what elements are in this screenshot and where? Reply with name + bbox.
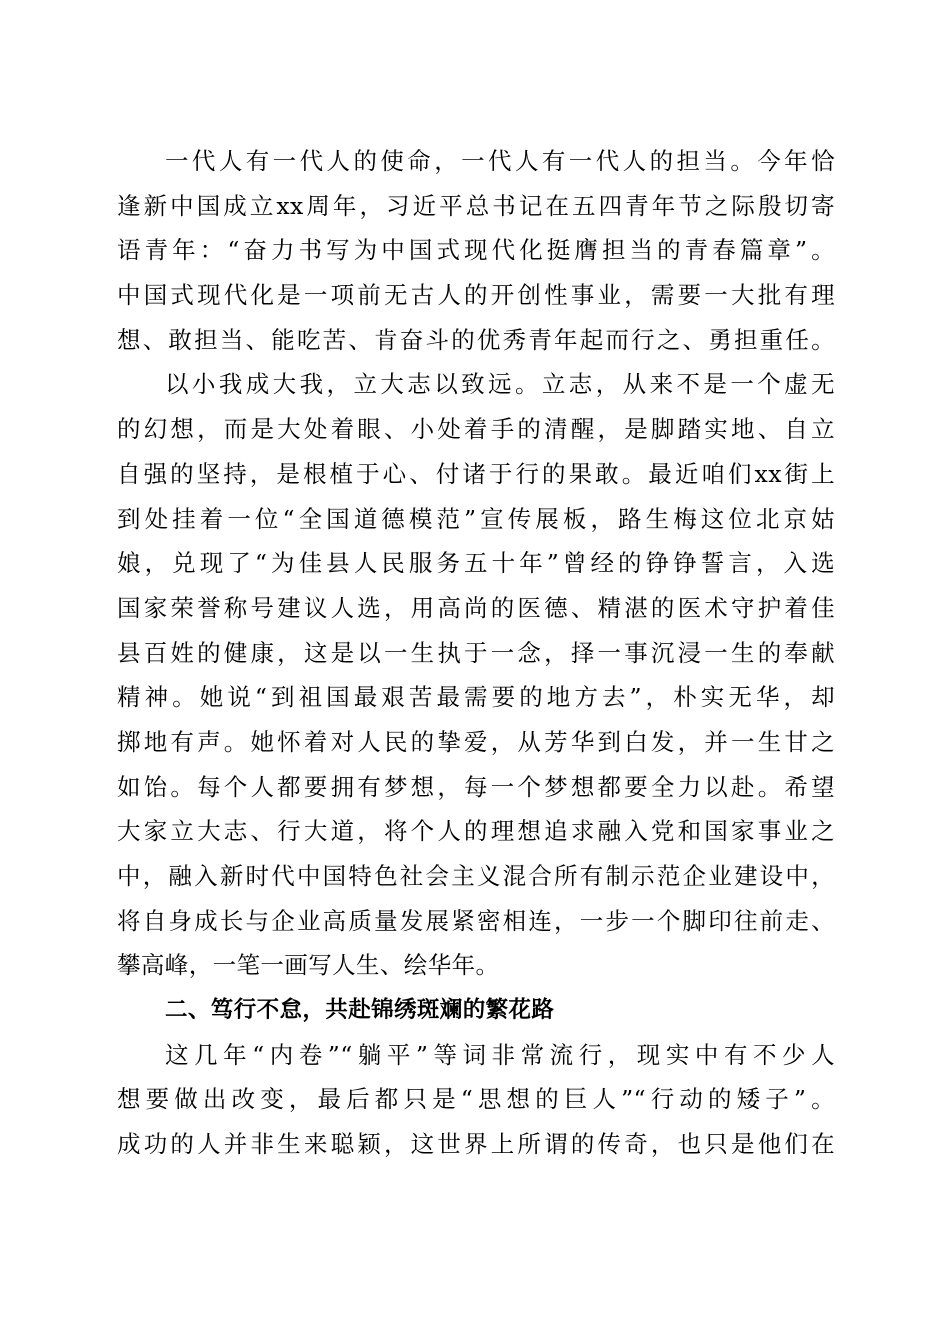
- paragraph-1-line-4: 中国式现代化是一项前无古人的开创性事业，需要一大批有理: [117, 281, 835, 310]
- paragraph-2-line-11: 大家立大志、行大道，将个人的理想追求融入党和国家事业之: [117, 817, 835, 846]
- paragraph-2-line-4: 到处挂着一位“全国道德模范”宣传展板，路生梅这位北京姑: [117, 504, 835, 533]
- paragraph-2-line-7: 县百姓的健康，这是以一生执于一念，择一事沉浸一生的奉献: [117, 638, 835, 667]
- section-heading: 二、笃行不怠，共赴锦绣斑斓的繁花路: [165, 997, 555, 1024]
- paragraph-2-line-9: 掷地有声。她怀着对人民的挚爱，从芳华到白发，并一生甘之: [117, 727, 835, 756]
- paragraph-2-line-8: 精神。她说“到祖国最艰苦最需要的地方去”，朴实无华，却: [117, 683, 835, 712]
- paragraph-1-line-1: 一代人有一代人的使命，一代人有一代人的担当。今年恰: [165, 147, 835, 175]
- paragraph-2-line-1: 以小我成大我，立大志以致远。立志，从来不是一个虚无: [165, 370, 835, 399]
- paragraph-2-line-12: 中，融入新时代中国特色社会主义混合所有制示范企业建设中，: [117, 862, 835, 890]
- paragraph-2-line-13: 将自身成长与企业高质量发展紧密相连，一步一个脚印往前走、: [117, 906, 835, 935]
- paragraph-2-line-3: 自强的坚持，是根植于心、付诸于行的果敢。最近咱们xx街上: [117, 459, 835, 488]
- paragraph-3-line-3: 成功的人并非生来聪颖，这世界上所谓的传奇，也只是他们在: [117, 1130, 835, 1159]
- document-body: [117, 139, 835, 1167]
- paragraph-2-line-6: 国家荣誉称号建议人选，用高尚的医德、精湛的医术守护着佳: [117, 593, 835, 622]
- paragraph-1-line-3: 语青年：“奋力书写为中国式现代化挺膺担当的青春篇章”。: [117, 236, 835, 265]
- paragraph-1-line-2: 逢新中国成立xx周年，习近平总书记在五四青年节之际殷切寄: [117, 191, 835, 220]
- paragraph-3-line-1: 这几年“内卷”“躺平”等词非常流行，现实中有不少人: [165, 1040, 835, 1069]
- paragraph-2-line-5: 娘，兑现了“为佳县人民服务五十年”曾经的铮铮誓言，入选: [117, 549, 835, 578]
- paragraph-2-line-2: 的幻想，而是大处着眼、小处着手的清醒，是脚踏实地、自立: [117, 415, 835, 444]
- paragraph-2-line-10: 如饴。每个人都要拥有梦想，每一个梦想都要全力以赴。希望: [117, 772, 835, 801]
- paragraph-2-line-14: 攀高峰，一笔一画写人生、绘华年。: [117, 951, 500, 980]
- paragraph-3-line-2: 想要做出改变，最后都只是“思想的巨人”“行动的矮子”。: [117, 1085, 835, 1114]
- paragraph-1-line-5: 想、敢担当、能吃苦、肯奋斗的优秀青年起而行之、勇担重任。: [117, 325, 835, 354]
